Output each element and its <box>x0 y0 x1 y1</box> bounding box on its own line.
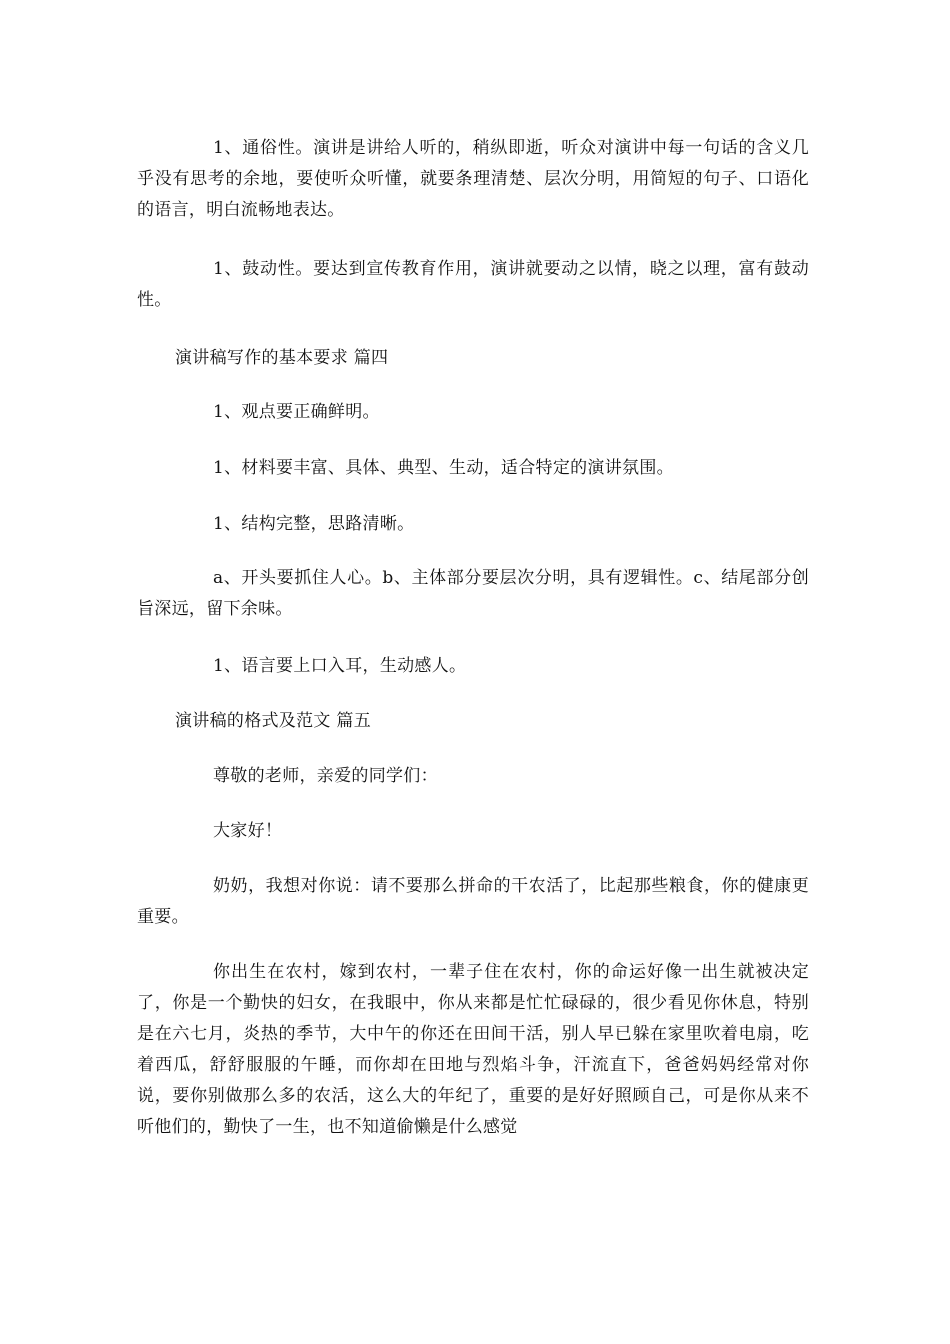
paragraph-story: 你出生在农村，嫁到农村，一辈子住在农村，你的命运好像一出生就被决定了，你是一个勤快的妇女，在我眼中，你从来都是忙忙碌碌的，很少看见你休息，特别是在六七月，炎热的季节，大中午的你还在田间干活，别人早已躲在家里吹着电扇，吃着西瓜，舒舒服服的午睡，而你却在田地与烈焰斗争，汗流直下，爸爸妈妈经常对你说，要你别做那么多的农活，这么大的年纪了，重要的是好好照顾自己，可是你从来不听他们的，勤快了一生，也不知道偷懒是什么感觉 <box>137 962 809 1137</box>
paragraph-popularity: 1、通俗性。演讲是讲给人听的，稍纵即逝，听众对演讲中每一句话的含义几乎没有思考的余地，要使听众听懂，就要条理清楚、层次分明，用简短的句子、口语化的语言，明白流畅地表达。 <box>137 138 809 220</box>
paragraph-greeting: 大家好！ <box>213 821 283 841</box>
paragraph-structure: 1、结构完整，思路清晰。 <box>213 514 415 534</box>
paragraph-language: 1、语言要上口入耳，生动感人。 <box>213 656 467 676</box>
section-heading-4: 演讲稿写作的基本要求 篇四 <box>175 348 389 368</box>
paragraph-material: 1、材料要丰富、具体、典型、生动，适合特定的演讲氛围。 <box>213 458 674 478</box>
paragraph-salutation: 尊敬的老师，亲爱的同学们： <box>213 766 438 786</box>
section-heading-5: 演讲稿的格式及范文 篇五 <box>175 711 372 731</box>
paragraph-inspiring: 1、鼓动性。要达到宣传教育作用，演讲就要动之以情，晓之以理，富有鼓动性。 <box>137 259 809 310</box>
paragraph-grandma: 奶奶，我想对你说：请不要那么拼命的干农活了，比起那些粮食，你的健康更重要。 <box>137 876 809 927</box>
paragraph-viewpoint: 1、观点要正确鲜明。 <box>213 402 380 422</box>
paragraph-abc: a、开头要抓住人心。b、主体部分要层次分明，具有逻辑性。c、结尾部分创旨深远，留下余味。 <box>137 568 809 619</box>
